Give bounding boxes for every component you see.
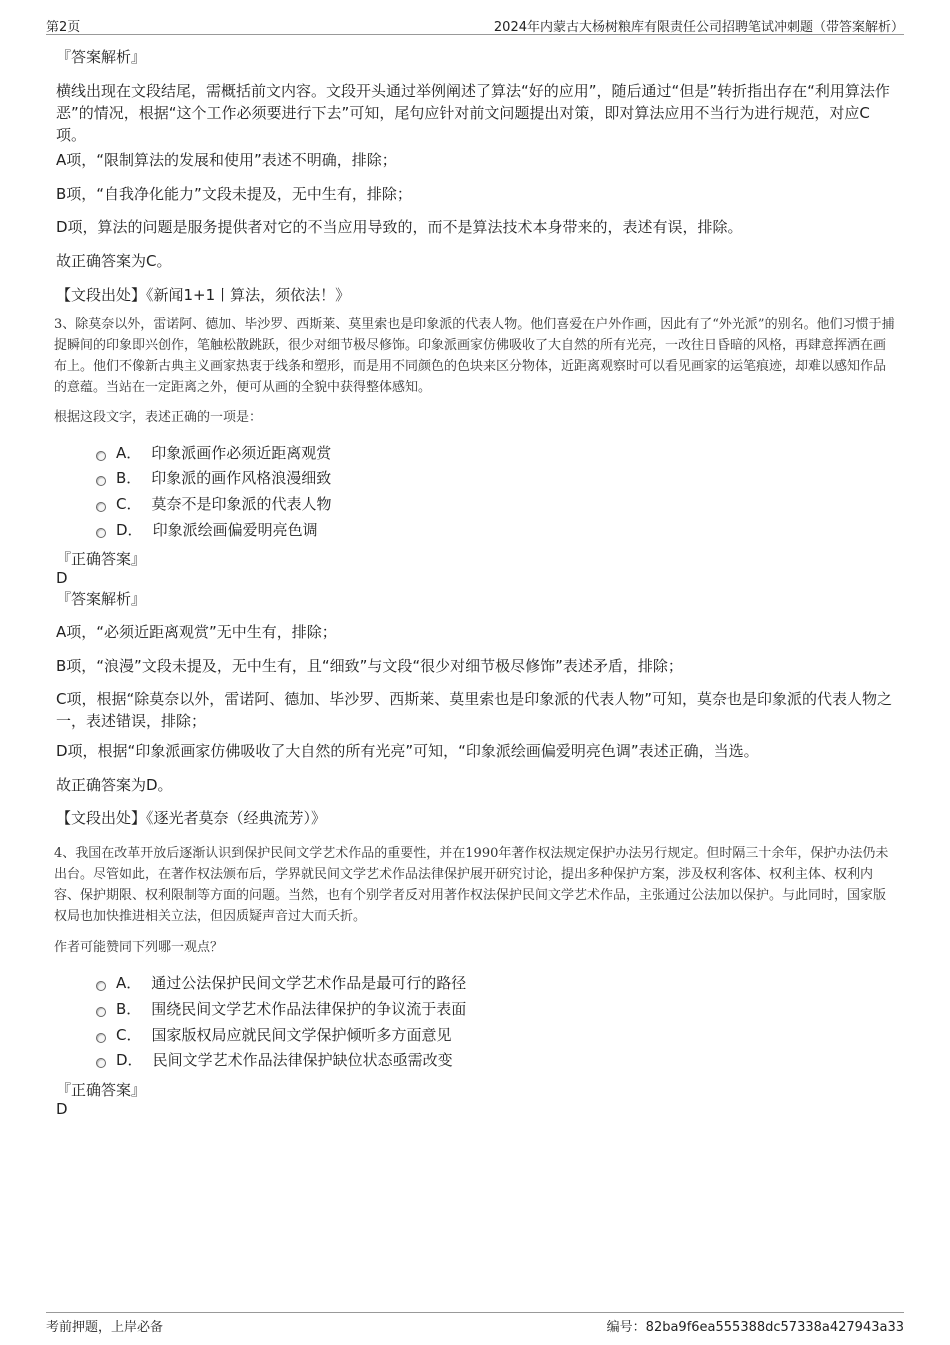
radio-icon[interactable]: [96, 528, 106, 538]
radio-icon[interactable]: [96, 1033, 106, 1043]
q4-option-c[interactable]: C． 国家版权局应就民间文学保护倾听多方面意见: [96, 1023, 452, 1047]
footer-slogan: 考前押题，上岸必备: [46, 1320, 164, 1335]
q2-analysis-label: 『答案解析』: [56, 48, 147, 66]
q4-option-d[interactable]: D． 民间文学艺术作品法律保护缺位状态亟需改变: [96, 1048, 453, 1072]
q3-option-b[interactable]: B． 印象派的画作风格浪漫细致: [96, 466, 331, 490]
q4-passage: 4、我国在改革开放后逐渐认识到保护民间文学艺术作品的重要性，并在1990年著作权法规定保护办法另行规定。但时隔三十余年，保护办法仍未出台。尽管如此，在著作权法颁布后，学界就民间文学艺术作品法律保护展开研究讨论，提出多种保护方案，涉及权利客体、权利主体、权利内容、保护期限、权利限制等方面的问题。当然，也有个别学者反对用著作权法保护民间文学艺术作品，主张通过公法加以保护。与此同时，国家版权局也加快推进相关立法，但因质疑声音过大而夭折。: [54, 846, 889, 924]
q4-option-a[interactable]: A． 通过公法保护民间文学艺术作品是最可行的路径: [96, 971, 466, 995]
q3-option-c-analysis: C项，根据“除莫奈以外，雷诺阿、德加、毕沙罗、西斯莱、莫里索也是印象派的代表人物”可知，莫奈也是印象派的代表人物之一，表述错误，排除；: [56, 690, 893, 730]
q4-question: 作者可能赞同下列哪一观点？: [54, 940, 224, 955]
page-number: 第2页: [46, 20, 81, 35]
q3-analysis-label: 『答案解析』: [56, 590, 147, 608]
q3-option-c[interactable]: C． 莫奈不是印象派的代表人物: [96, 492, 332, 516]
document-title: 2024年内蒙古大杨树粮库有限责任公司招聘笔试冲刺题（带答案解析）: [493, 20, 904, 35]
q3-option-d-analysis: D项，根据“印象派画家仿佛吸收了大自然的所有光亮”可知，“印象派绘画偏爱明亮色调”表述正确，当选。: [56, 742, 759, 760]
document-code: 编号：82ba9f6ea555388dc57338a427943a33: [606, 1320, 904, 1335]
q3-option-b-analysis: B项，“浪漫”文段未提及，无中生有，且“细致”与文段“很少对细节极尽修饰”表述矛盾，排除；: [56, 657, 683, 675]
radio-icon[interactable]: [96, 502, 106, 512]
q2-option-b-analysis: B项，“自我净化能力”文段未提及，无中生有，排除；: [56, 185, 412, 203]
q2-source: 【文段出处】《新闻1+1丨算法，须依法！》: [56, 286, 351, 304]
q3-option-a-analysis: A项，“必须近距离观赏”无中生有，排除；: [56, 623, 337, 641]
q3-passage: 3、除莫奈以外，雷诺阿、德加、毕沙罗、西斯莱、莫里索也是印象派的代表人物。他们喜爱在户外作画，因此有了“外光派”的别名。他们习惯于捕捉瞬间的印象即兴创作，笔触松散跳跃，很少对细节极尽修饰。印象派画家仿佛吸收了大自然的所有光亮，一改往日昏暗的风格，再肆意挥洒在画布上。他们不像新古典主义画家热衷于线条和塑形，而是用不同颜色的色块来区分物体，近距离观察时可以看见画家的运笔痕迹，却难以感知作品的意蕴。当站在一定距离之外，便可从画的全貌中获得整体感知。: [54, 317, 895, 395]
page-footer: [46, 1312, 904, 1337]
q2-option-d-analysis: D项，算法的问题是服务提供者对它的不当应用导致的，而不是算法技术本身带来的，表述有误，排除。: [56, 218, 743, 236]
q3-option-d[interactable]: D． 印象派绘画偏爱明亮色调: [96, 518, 318, 542]
q2-option-a-analysis: A项，“限制算法的发展和使用”表述不明确，排除；: [56, 151, 397, 169]
page-header: [46, 14, 904, 35]
q4-answer: D: [56, 1100, 68, 1118]
radio-icon[interactable]: [96, 451, 106, 461]
q4-option-b[interactable]: B． 围绕民间文学艺术作品法律保护的争议流于表面: [96, 997, 466, 1021]
q3-conclusion: 故正确答案为D。: [56, 776, 173, 794]
q2-conclusion: 故正确答案为C。: [56, 252, 172, 270]
q2-analysis-text: 横线出现在文段结尾，需概括前文内容。文段开头通过举例阐述了算法“好的应用”，随后通过“但是”转折指出存在“利用算法作恶”的情况，根据“这个工作必须要进行下去”可知，尾句应针对前文问题提出对策，即对算法应用不当行为进行规范，对应C项。: [56, 82, 890, 144]
radio-icon[interactable]: [96, 476, 106, 486]
q3-option-a[interactable]: A． 印象派画作必须近距离观赏: [96, 441, 331, 465]
radio-icon[interactable]: [96, 1007, 106, 1017]
radio-icon[interactable]: [96, 981, 106, 991]
q4-answer-label: 『正确答案』: [56, 1081, 147, 1099]
q3-answer-label: 『正确答案』: [56, 550, 147, 568]
radio-icon[interactable]: [96, 1058, 106, 1068]
q3-source: 【文段出处】《逐光者莫奈（经典流芳）》: [56, 809, 327, 827]
q3-question: 根据这段文字，表述正确的一项是：: [54, 410, 263, 425]
q3-answer: D: [56, 569, 68, 587]
